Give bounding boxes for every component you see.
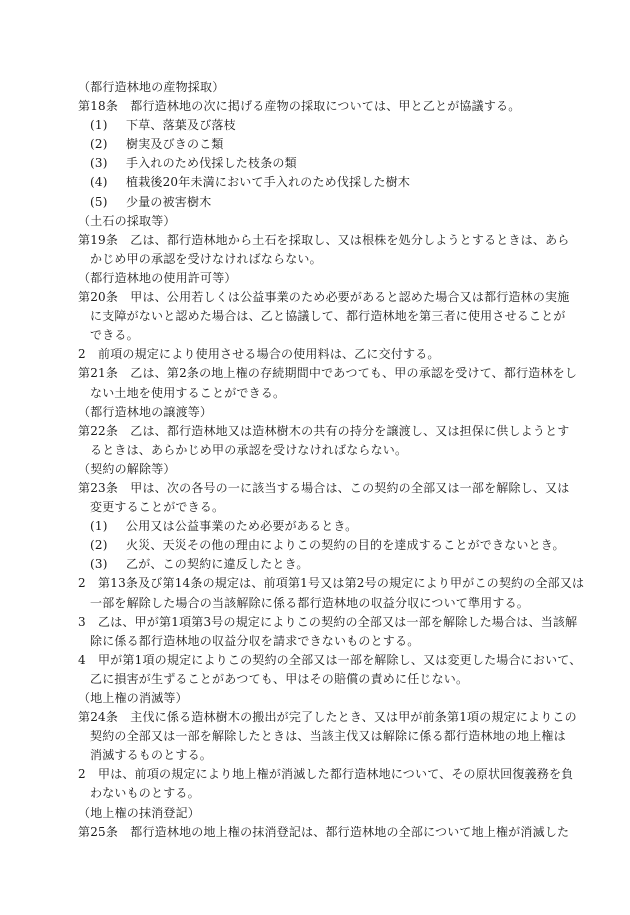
list-item — [78, 536, 565, 555]
list-item — [78, 135, 553, 154]
item-text: 植栽後20年未満において手入れのため伐採した樹木 — [126, 175, 411, 190]
continuation-line: わないものとする。 — [90, 786, 200, 801]
item-text: 火災、天災その他の理由によりこの契約の目的を達成することができないとき。 — [126, 538, 565, 553]
continuation-line: 除に係る都行造林地の収益分収を請求できないものとする。 — [90, 633, 420, 648]
item-number: (3) — [90, 557, 108, 572]
section-heading: （都行造林地の使用許可等） — [78, 270, 237, 285]
article-line: 2 第13条及び第14条の規定は、前項第1号又は第2号の規定により甲がこの契約の全部又は — [78, 576, 585, 591]
article-line: 第18条 都行造林地の次に掲げる産物の採取については、甲と乙とが協議する。 — [78, 99, 521, 114]
list-item — [78, 116, 553, 135]
section-heading: （契約の解除等） — [78, 461, 176, 476]
continuation-line: に支障がないと認めた場合は、乙と協議して、都行造林地を第三者に使用させることが — [90, 309, 566, 324]
continuation-line: 一部を解除した場合の当該解除に係る都行造林地の収益分収について準用する。 — [90, 595, 529, 610]
item-text: 下草、落葉及び落枝 — [126, 118, 236, 133]
article-line: 第23条 甲は、次の各号の一に該当する場合は、この契約の全部又は一部を解除し、又は — [78, 480, 570, 495]
continuation-line: 契約の全部又は一部を解除したときは、当該主伐又は解除に係る都行造林地の地上権は — [90, 729, 566, 744]
article-line: 第22条 乙は、都行造林地又は造林樹木の共有の持分を譲渡し、又は担保に供しようとす — [78, 423, 570, 438]
list-item — [78, 517, 553, 536]
article-line: 第19条 乙は、都行造林地から土石を採取し、又は根株を処分しようとするときは、あら — [78, 232, 570, 247]
article-line: 3 乙は、甲が第1項第3号の規定によりこの契約の全部又は一部を解除した場合は、当該解 — [78, 614, 578, 629]
list-item — [78, 173, 553, 192]
continuation-line: るときは、あらかじめ甲の承認を受けなければならない。 — [90, 442, 408, 457]
item-text: 樹実及びきのこ類 — [126, 137, 224, 152]
continuation-line: かじめ甲の承認を受けなければならない。 — [90, 251, 322, 266]
article-line: 第20条 甲は、公用若しくは公益事業のため必要があると認めた場合又は都行造林の実施 — [78, 290, 570, 305]
article-line: 2 甲は、前項の規定により地上権が消滅した都行造林地について、その原状回復義務を負 — [78, 767, 574, 782]
continuation-line: 乙に損害が生ずることがあつても、甲はその賠償の責めに任じない。 — [90, 671, 469, 686]
continuation-line: 変更することができる。 — [90, 500, 225, 515]
document-body — [78, 78, 585, 842]
list-item — [78, 555, 553, 574]
item-text: 少量の被害樹木 — [126, 194, 212, 209]
item-number: (5) — [90, 194, 108, 209]
section-heading: （地上権の抹消登記） — [78, 805, 201, 820]
item-number: (2) — [90, 538, 108, 553]
article-line: 第25条 都行造林地の地上権の抹消登記は、都行造林地の全部について地上権が消滅した — [78, 824, 570, 839]
section-heading: （都行造林地の譲渡等） — [78, 404, 213, 419]
continuation-line: 消滅するものとする。 — [90, 748, 213, 763]
item-number: (3) — [90, 156, 108, 171]
section-heading: （土石の採取等） — [78, 213, 176, 228]
article-line: 第21条 乙は、第2条の地上権の存続期間中であつても、甲の承認を受けて、都行造林をし — [78, 366, 578, 381]
article-line: 第24条 主伐に係る造林樹木の搬出が完了したとき、又は甲が前条第1項の規定によりこの — [78, 710, 577, 725]
item-number: (1) — [90, 118, 108, 133]
article-line: 4 甲が第1項の規定によりこの契約の全部又は一部を解除し、又は変更した場合において、 — [78, 652, 582, 667]
list-item — [78, 154, 553, 173]
continuation-line: できる。 — [90, 328, 139, 343]
section-heading: （都行造林地の産物採取） — [78, 80, 225, 94]
item-number: (4) — [90, 175, 108, 190]
list-item — [78, 193, 553, 212]
article-line: 2 前項の規定により使用させる場合の使用料は、乙に交付する。 — [78, 347, 440, 362]
continuation-line: ない土地を使用することができる。 — [90, 385, 286, 400]
item-number: (2) — [90, 137, 108, 152]
item-text: 公用又は公益事業のため必要があるとき。 — [126, 519, 358, 534]
item-text: 手入れのため伐採した枝条の類 — [126, 156, 297, 171]
item-number: (1) — [90, 519, 108, 534]
item-text: 乙が、この契約に違反したとき。 — [126, 557, 309, 572]
section-heading: （地上権の消滅等） — [78, 691, 188, 705]
